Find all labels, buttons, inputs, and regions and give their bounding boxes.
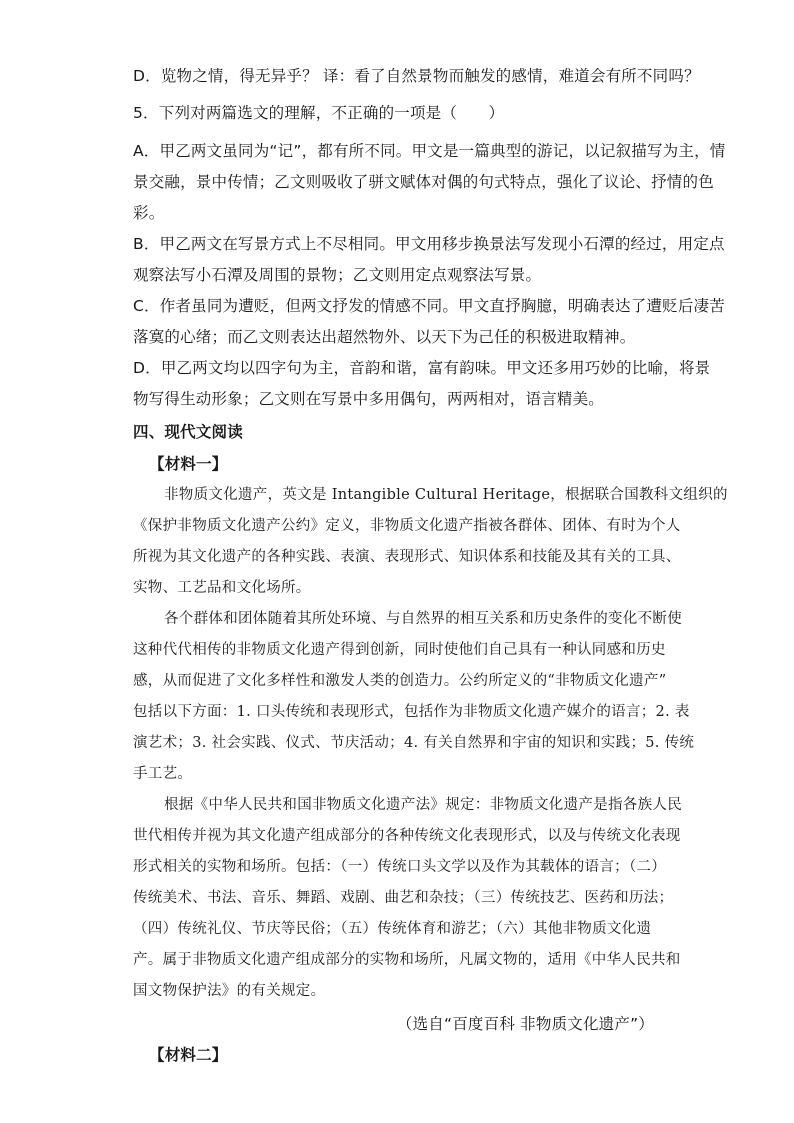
material-1-line: 各个群体和团体随着其所处环境、与自然界的相互关系和历史条件的变化不断使 (164, 611, 682, 627)
q5-option-b-line-2: 观察法写小石潭及周围的景物；乙文则用定点观察法写景。 (133, 266, 542, 284)
material-1-line: 形式相关的实物和场所。包括：（一）传统口头文学以及作为其载体的语言；（二） (133, 859, 667, 875)
material-1-label: 【材料一】 (149, 455, 228, 473)
material-1-line: 感，从而促进了文化多样性和激发人类的创造力。公约所定义的“非物质文化遗产” (133, 673, 667, 689)
q5-option-c-line-2: 落寞的心绪；而乙文则表达出超然物外、以天下为己任的积极进取精神。 (133, 328, 636, 346)
q5-option-a-line-3: 彩。 (133, 204, 165, 222)
material-1-line: 国文物保护法》的有关规定。 (133, 983, 326, 999)
material-1-line: 手工艺。 (133, 766, 193, 782)
material-1-line: 产。属于非物质文化遗产组成部分的实物和场所，凡属文物的，适用《中华人民共和 (133, 952, 681, 968)
material-1-line: 包括以下方面：1. 口头传统和表现形式，包括作为非物质文化遗产媒介的语言；2. 表 (133, 704, 690, 720)
material-1-line: 根据《中华人民共和国非物质文化遗产法》规定：非物质文化遗产是指各族人民 (164, 797, 682, 813)
material-1-line: 实物、工艺品和文化场所。 (133, 580, 311, 596)
material-1-line: 非物质文化遗产，英文是 Intangible Cultural Heritage，根据联合国教科文组织的 (164, 487, 728, 503)
material-1-source: （选自“百度百科 非物质文化遗产”） (396, 1015, 654, 1033)
q5-option-d-line-1: D．甲乙两文均以四字句为主，音韵和谐，富有韵味。甲文还多用巧妙的比喻，将景 (133, 359, 711, 377)
material-1-line: （四）传统礼仪、节庆等民俗；（五）传统体育和游艺；（六）其他非物质文化遗 (133, 921, 652, 937)
material-1-line: 世代相传并视为其文化遗产组成部分的各种传统文化表现形式，以及与传统文化表现 (133, 828, 681, 844)
q5-option-b-line-1: B．甲乙两文在写景方式上不尽相同。甲文用移步换景法写发现小石潭的经过，用定点 (133, 235, 725, 253)
q5-stem: 5．下列对两篇选文的理解，不正确的一项是（ ） (133, 104, 505, 122)
section-4-title: 四、现代文阅读 (133, 423, 243, 441)
material-1-line: 演艺术；3. 社会实践、仪式、节庆活动；4. 有关自然界和宇宙的知识和实践；5. 传统 (133, 735, 695, 751)
q5-option-a-line-1: A．甲乙两文虽同为“记”，都有所不同。甲文是一篇典型的游记，以记叙描写为主，情 (133, 142, 726, 160)
material-1-line: 《保护非物质文化遗产公约》定义，非物质文化遗产指被各群体、团体、有时为个人 (133, 518, 681, 534)
material-1-line: 所视为其文化遗产的各种实践、表演、表现形式、知识体系和技能及其有关的工具、 (133, 549, 681, 565)
q5-option-c-line-1: C．作者虽同为遭贬，但两文抒发的情感不同。甲文直抒胸臆，明确表达了遭贬后凄苦 (133, 297, 725, 315)
q5-option-d-line-2: 物写得生动形象；乙文则在写景中多用偶句，两两相对，语言精美。 (133, 390, 605, 408)
q4-option-d: D．览物之情，得无异乎？ 译：看了自然景物而触发的感情，难道会有所不同吗？ (133, 67, 700, 85)
q5-option-a-line-2: 景交融，景中传情；乙文则吸收了骈文赋体对偶的句式特点，强化了议论、抒情的色 (133, 173, 714, 191)
material-1-line: 传统美术、书法、音乐、舞蹈、戏剧、曲艺和杂技；（三）传统技艺、医药和历法； (133, 890, 674, 906)
material-1-line: 这种代代相传的非物质文化遗产得到创新，同时使他们自己具有一种认同感和历史 (133, 642, 666, 658)
material-2-label: 【材料二】 (149, 1046, 228, 1064)
